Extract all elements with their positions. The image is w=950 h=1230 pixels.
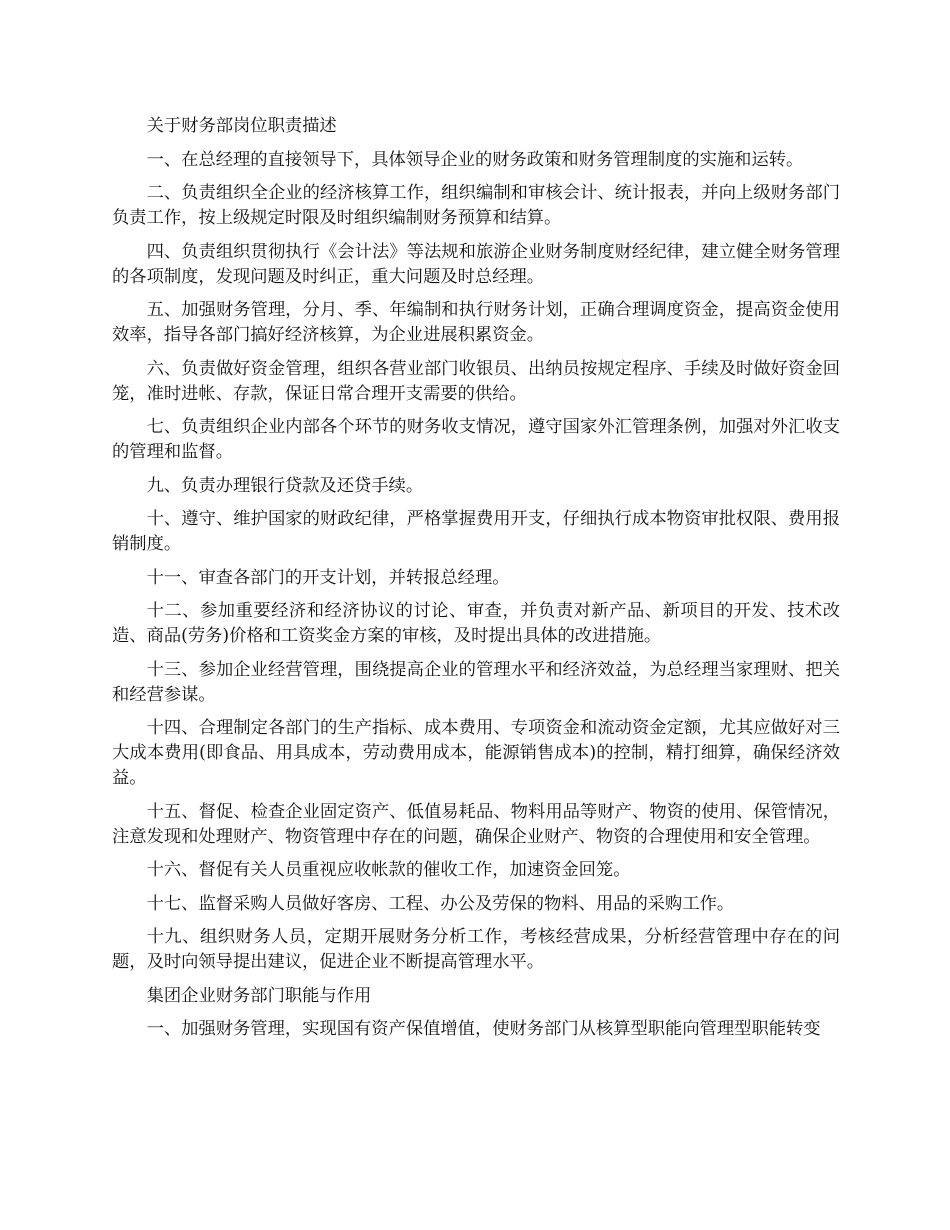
paragraph: 十七、监督采购人员做好客房、工程、办公及劳保的物料、用品的采购工作。 xyxy=(146,893,735,914)
paragraph: 一、在总经理的直接领导下，具体领导企业的财务政策和财务管理制度的实施和运转。 xyxy=(146,149,804,170)
paragraph: 十九、组织财务人员，定期开展财务分析工作，考核经营成果，分析经营管理中存在的问题，及时向领导提出建议，促进企业不断提高管理水平。 xyxy=(112,927,840,972)
paragraph: 九、负责办理银行贷款及还贷手续。 xyxy=(146,475,424,496)
paragraph: 十六、督促有关人员重视应收帐款的催收工作，加速资金回笼。 xyxy=(146,860,631,880)
paragraph: 十五、督促、检查企业固定资产、低值易耗品、物料用品等财产、物资的使用、保管情况，注意发现和处理财产、物资管理中存在的问题，确保企业财产、物资的合理使用和安全管理。 xyxy=(112,801,840,847)
paragraph: 十二、参加重要经济和经济协议的讨论、审查，并负责对新产品、新项目的开发、技术改造、商品(劳务)价格和工资奖金方案的审核，及时提出具体的改进措施。 xyxy=(112,601,840,646)
section-heading: 关于财务部岗位职责描述 xyxy=(146,116,337,136)
document-body xyxy=(112,114,840,1051)
paragraph: 十、遵守、维护国家的财政纪律，严格掌握费用开支，仔细执行成本物资审批权限、费用报销制度。 xyxy=(112,509,840,554)
paragraph: 六、负责做好资金管理，组织各营业部门收银员、出纳员按规定程序、手续及时做好资金回笼，准时进帐、存款，保证日常合理开支需要的供给。 xyxy=(112,358,840,404)
paragraph: 四、负责组织贯彻执行《会计法》等法规和旅游企业财务制度财经纪律，建立健全财务管理的各项制度，发现问题及时纠正，重大问题及时总经理。 xyxy=(112,241,840,287)
paragraph: 十四、合理制定各部门的生产指标、成本费用、专项资金和流动资金定额，尤其应做好对三大成本费用(即食品、用具成本，劳动费用成本，能源销售成本)的控制，精打细算，确保经济效益。 xyxy=(112,718,840,788)
paragraph: 五、加强财务管理，分月、季、年编制和执行财务计划，正确合理调度资金，提高资金使用效率，指导各部门搞好经济核算，为企业进展积累资金。 xyxy=(112,300,840,345)
paragraph: 二、负责组织全企业的经济核算工作，组织编制和审核会计、统计报表，并向上级财务部门负责工作，按上级规定时限及时组织编制财务预算和结算。 xyxy=(112,183,840,228)
paragraph: 七、负责组织企业内部各个环节的财务收支情况，遵守国家外汇管理条例，加强对外汇收支的管理和监督。 xyxy=(112,417,840,462)
paragraph: 一、加强财务管理，实现国有资产保值增值，使财务部门从核算型职能向管理型职能转变 xyxy=(146,1019,821,1039)
paragraph: 十一、审查各部门的开支计划，并转报总经理。 xyxy=(146,567,510,588)
section-heading: 集团企业财务部门职能与作用 xyxy=(146,985,372,1006)
paragraph: 十三、参加企业经营管理，围绕提高企业的管理水平和经济效益，为总经理当家理财、把关和经营参谋。 xyxy=(112,659,840,705)
